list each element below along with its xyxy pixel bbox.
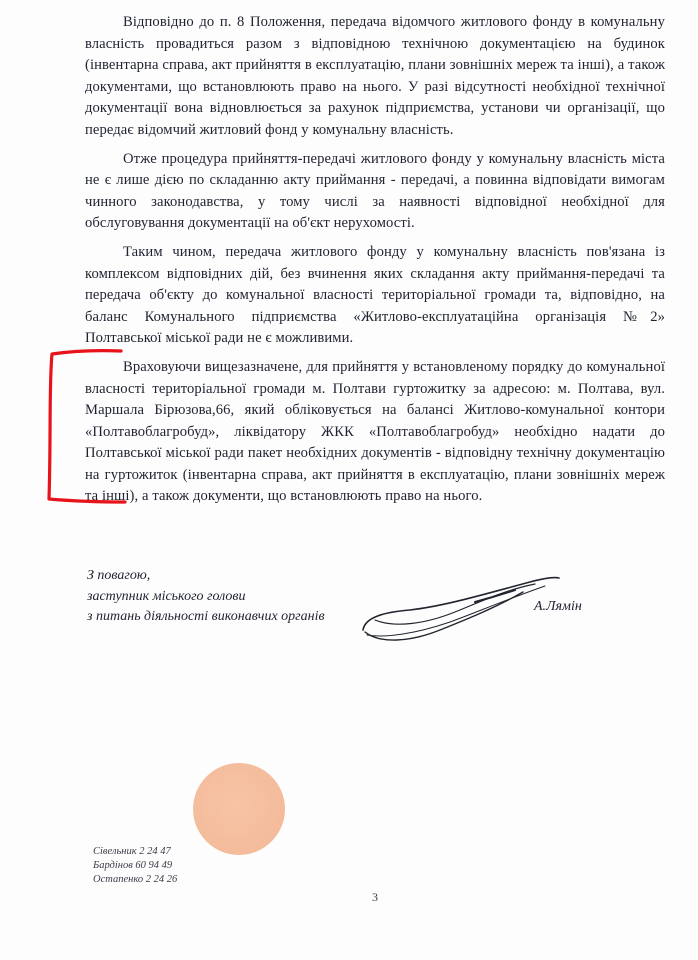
signer-name: А.Лямін <box>534 599 582 614</box>
closing-phrase: З повагою, <box>87 568 151 583</box>
paragraph-2: Отже процедура прийняття-передачі житлового фонду у комунальну власність міста не є лише дією по складанню акту приймання - передачі, а повинна відповідати вимогам чинного законодавства, у тому числі за наявності відповідної необхідної для обслуговування документації на об'єкт нерухомості. <box>85 150 665 232</box>
signature-block <box>87 566 325 628</box>
red-annotation-bracket <box>42 345 132 510</box>
page-number: 3 <box>372 890 378 904</box>
contacts-list <box>93 845 177 887</box>
paragraph-3: Таким чином, передача житлового фонду у комунальну власність пов'язана із комплексом відповідних дій, без вчинення яких складання акту приймання-передачі та передача об'єкту до комунальної власності територіальної громади та, відповідно, на баланс Комунального підприємства «Житлово-експлуатаційна організація №2» Полтавської міської ради не є можливими. <box>85 243 665 347</box>
paragraph-4-highlighted: Враховуючи вищезазначене, для прийняття у встановленому порядку до комунальної власності територіальної громади м. Полтави гуртожитку за адресою: м. Полтава, вул. Маршала Бірюзова,66, який обліковується на балансі Житлово-комунальної контори «Полтавоблагробуд», ліквідатору ЖКК «Полтавоблагробуд» необхідно надати до Полтавської міської ради пакет необхідних документів - відповідну технічну документацію на гуртожиток (інвентарна справа, акт прийняття в експлуатацію, плани зовнішніх мереж та інші), а також документи, що встановлюють право на нього. <box>85 358 665 505</box>
contact-line: Бардінов 60 94 49 <box>93 860 173 871</box>
signer-position-line2: з питань діяльності виконавчих органів <box>87 609 325 624</box>
blurred-stamp <box>193 763 285 855</box>
document-body <box>85 12 665 515</box>
contact-line: Сівельник 2 24 47 <box>93 846 171 857</box>
contact-line: Остапенко 2 24 26 <box>93 874 178 885</box>
signer-position-line1: заступник міського голови <box>87 588 246 604</box>
paragraph-1: Відповідно до п. 8 Положення, передача відомчого житлового фонду в комунальну власність провадиться разом з відповідною технічною документацією на будинок (інвентарна справа, акт прийняття в експлуатацію, плани зовнішніх мереж та інші), а також документами, що встановлюють право на нього. У разі відсутності необхідної технічної документації вона відновлюється за рахунок підприємства, установи чи організації, що передає відомчий житловий фонд у комунальну власність. <box>85 14 665 138</box>
